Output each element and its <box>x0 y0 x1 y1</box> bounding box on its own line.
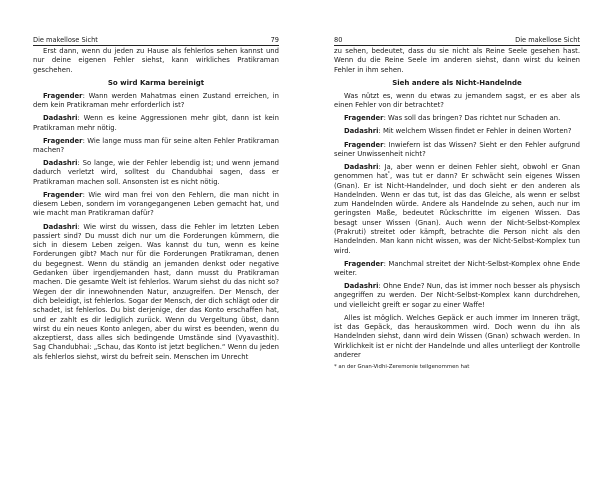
speaker-label: Fragender <box>344 114 384 123</box>
left-paragraph <box>33 191 279 219</box>
speaker-label: Dadashri <box>43 222 78 231</box>
speaker-label: Fragender <box>344 140 384 149</box>
left-page-number: 79 <box>270 36 279 44</box>
right-header-rule <box>334 45 580 46</box>
speaker-label: Fragender <box>43 91 83 100</box>
dialog-text: : Inwiefern ist das Wissen? Sieht er den Fehler aufgrund seiner Unwissenheit nicht? <box>334 140 580 158</box>
dialog-text: : Manchmal streitet der Nicht-Selbst-Komplex ohne Ende weiter. <box>334 259 580 278</box>
left-header-title: Die makellose Sicht <box>33 36 98 44</box>
dialog-text: : Wann werden Mahatmas einen Zustand erreichen, in dem kein Pratikraman mehr erforderlich ist? <box>33 91 279 110</box>
right-paragraph <box>334 260 580 279</box>
right-paragraph <box>334 282 580 310</box>
speaker-label: Fragender <box>344 259 384 268</box>
right-page <box>334 0 580 485</box>
left-page <box>33 0 279 485</box>
left-paragraph <box>33 137 279 156</box>
dialog-text: : Was soll das bringen? Das richtet nur Schaden an. <box>383 114 561 123</box>
right-paragraph: Was nützt es, wenn du etwas zu jemandem sagst, er es aber als einen Fehler von dir betrachtet? <box>334 91 580 110</box>
left-header-rule <box>33 45 279 46</box>
right-page-number: 80 <box>334 36 343 44</box>
right-running-header <box>334 35 580 45</box>
right-header-title: Die makellose Sicht <box>515 36 580 44</box>
speaker-label: Dadashri <box>344 127 379 136</box>
right-paragraph <box>334 127 580 136</box>
speaker-label: Dadashri <box>43 159 78 168</box>
left-paragraph <box>33 159 279 187</box>
right-section-heading: Sieh andere als Nicht-Handelnde <box>392 78 522 87</box>
right-paragraph <box>334 163 580 256</box>
speaker-label: Fragender <box>43 136 83 145</box>
dialog-text: : Wenn es keine Aggressionen mehr gibt, dann ist kein Pratikraman mehr nötig. <box>33 114 279 132</box>
dialog-text: : So lange, wie der Fehler lebendig ist; und wenn jemand dadurch verletzt wird, solltest du Chandubhai sagen, dass er Pratikraman machen soll. Ansonsten ist es nicht nötig. <box>33 159 279 186</box>
left-section-heading: So wird Karma bereinigt <box>107 78 205 87</box>
dialog-text: : Wie wird man frei von den Fehlern, die man nicht in diesem Leben, sondern im vorangegangenen Leben gemacht hat, und wie macht man Pratikraman dafür? <box>33 190 279 218</box>
dialog-text: : Ja, aber wenn er deinen Fehler sieht, obwohl er Gnan genommen hat <box>334 162 580 181</box>
dialog-text: : Ohne Ende? Nun, das ist immer noch besser als physisch angegriffen zu werden. Der Nicht-Selbst-Komplex kann durchdrehen, und vielleicht greift er sogar zu einer Waffe! <box>334 282 580 309</box>
left-page-body <box>33 47 279 366</box>
footnote-marker: * <box>387 171 391 177</box>
right-page-body <box>334 47 580 371</box>
dialog-text: : Wie wirst du wissen, dass die Fehler im letzten Leben passiert sind? Du musst dich nur um die Forderungen kümmern, die sich in diesem Leben zeigen. Was kannst du tun, wenn es keine Forderungen gibt? Mach nur für die Forderungen Pratikraman, denen du begegnest. Wenn du ständig an jemanden denkst oder negative Gedanken über irgendjemanden hast, dann musst du Pratikraman machen. Die gesamte Welt ist fehlerlos. Warum siehst du das nicht so? Wegen der dir innewohnenden Natur, anzugreifen. Der Mensch, der dich beleidigt, ist fehlerlos. Sogar der Mensch, der dich schlägt oder dir schadet, ist fehlerlos. Du bist derjenige, der das Konto erschaffen hat, und er zahlt es dir lediglich zurück. Wenn du Vergeltung übst, dann wirst du ein neues Konto anlegen, aber du wirst es beenden, wenn du akzeptierst, dass alles sich bedingende Umstände sind (Vyavasthit). Sag Chandubhai: „Schau, das Konto ist jetzt beglichen.“ Wenn du jeden als fehlerlos siehst, wirst du befreit sein. Menschen im Unrecht <box>33 222 279 361</box>
right-paragraph: zu sehen, bedeutet, dass du sie nicht als Reine Seele gesehen hast. Wenn du die Reine Seele im anderen siehst, dann wirst du keinen Fehler in ihm sehen. <box>334 47 580 74</box>
left-paragraph <box>33 223 279 362</box>
left-paragraph <box>33 114 279 133</box>
speaker-label: Fragender <box>43 190 83 199</box>
speaker-label: Dadashri <box>344 282 379 291</box>
left-paragraph: Erst dann, wenn du jeden zu Hause als fehlerlos sehen kannst und nur deine eigenen Fehler siehst, kann wirkliches Pratikraman geschehen. <box>33 47 279 74</box>
dialog-text: : Wie lange muss man für seine alten Fehler Pratikraman machen? <box>33 136 279 155</box>
speaker-label: Dadashri <box>43 114 78 123</box>
left-running-header <box>33 35 279 45</box>
left-paragraph <box>33 92 279 111</box>
speaker-label: Dadashri <box>344 162 379 171</box>
dialog-text: , was tut er dann? Er schwächt sein eigenes Wissen (Gnan). Er ist Nicht-Handelnder, und doch sieht er den anderen als Handelnden. Wenn er das tut, ist das das Gleiche, als wenn er selbst zum Handelnden würde. Andere als Handelnde zu sehen, auch nur im geringsten Maße, bedeutet Rückschritte im eigenen Wissen. Das besagt unser Wissen (Gnan). Auch wenn der Nicht-Selbst-Komplex (Prakruti) streitet oder kämpft, betrachte die Person nicht als den Handelnden. Man kann nicht wissen, was der Nicht-Selbst-Komplex tun wird. <box>334 172 580 255</box>
footnote: * an der Gnan-Vidhi-Zeremonie teilgenommen hat <box>334 364 470 371</box>
dialog-text: : Mit welchem Wissen findet er Fehler in deinen Worten? <box>378 127 572 136</box>
right-paragraph: Alles ist möglich. Welches Gepäck er auch immer im Inneren trägt, ist das Gepäck, das herauskommen wird. Doch wenn du ihn als Handelnden siehst, dann wird dein Wissen (Gnan) schwach werden. In Wirklichkeit ist er nicht der Handelnde und alles unterliegt der Kontrolle anderer <box>334 313 580 359</box>
right-paragraph <box>334 114 580 123</box>
right-paragraph <box>334 141 580 160</box>
